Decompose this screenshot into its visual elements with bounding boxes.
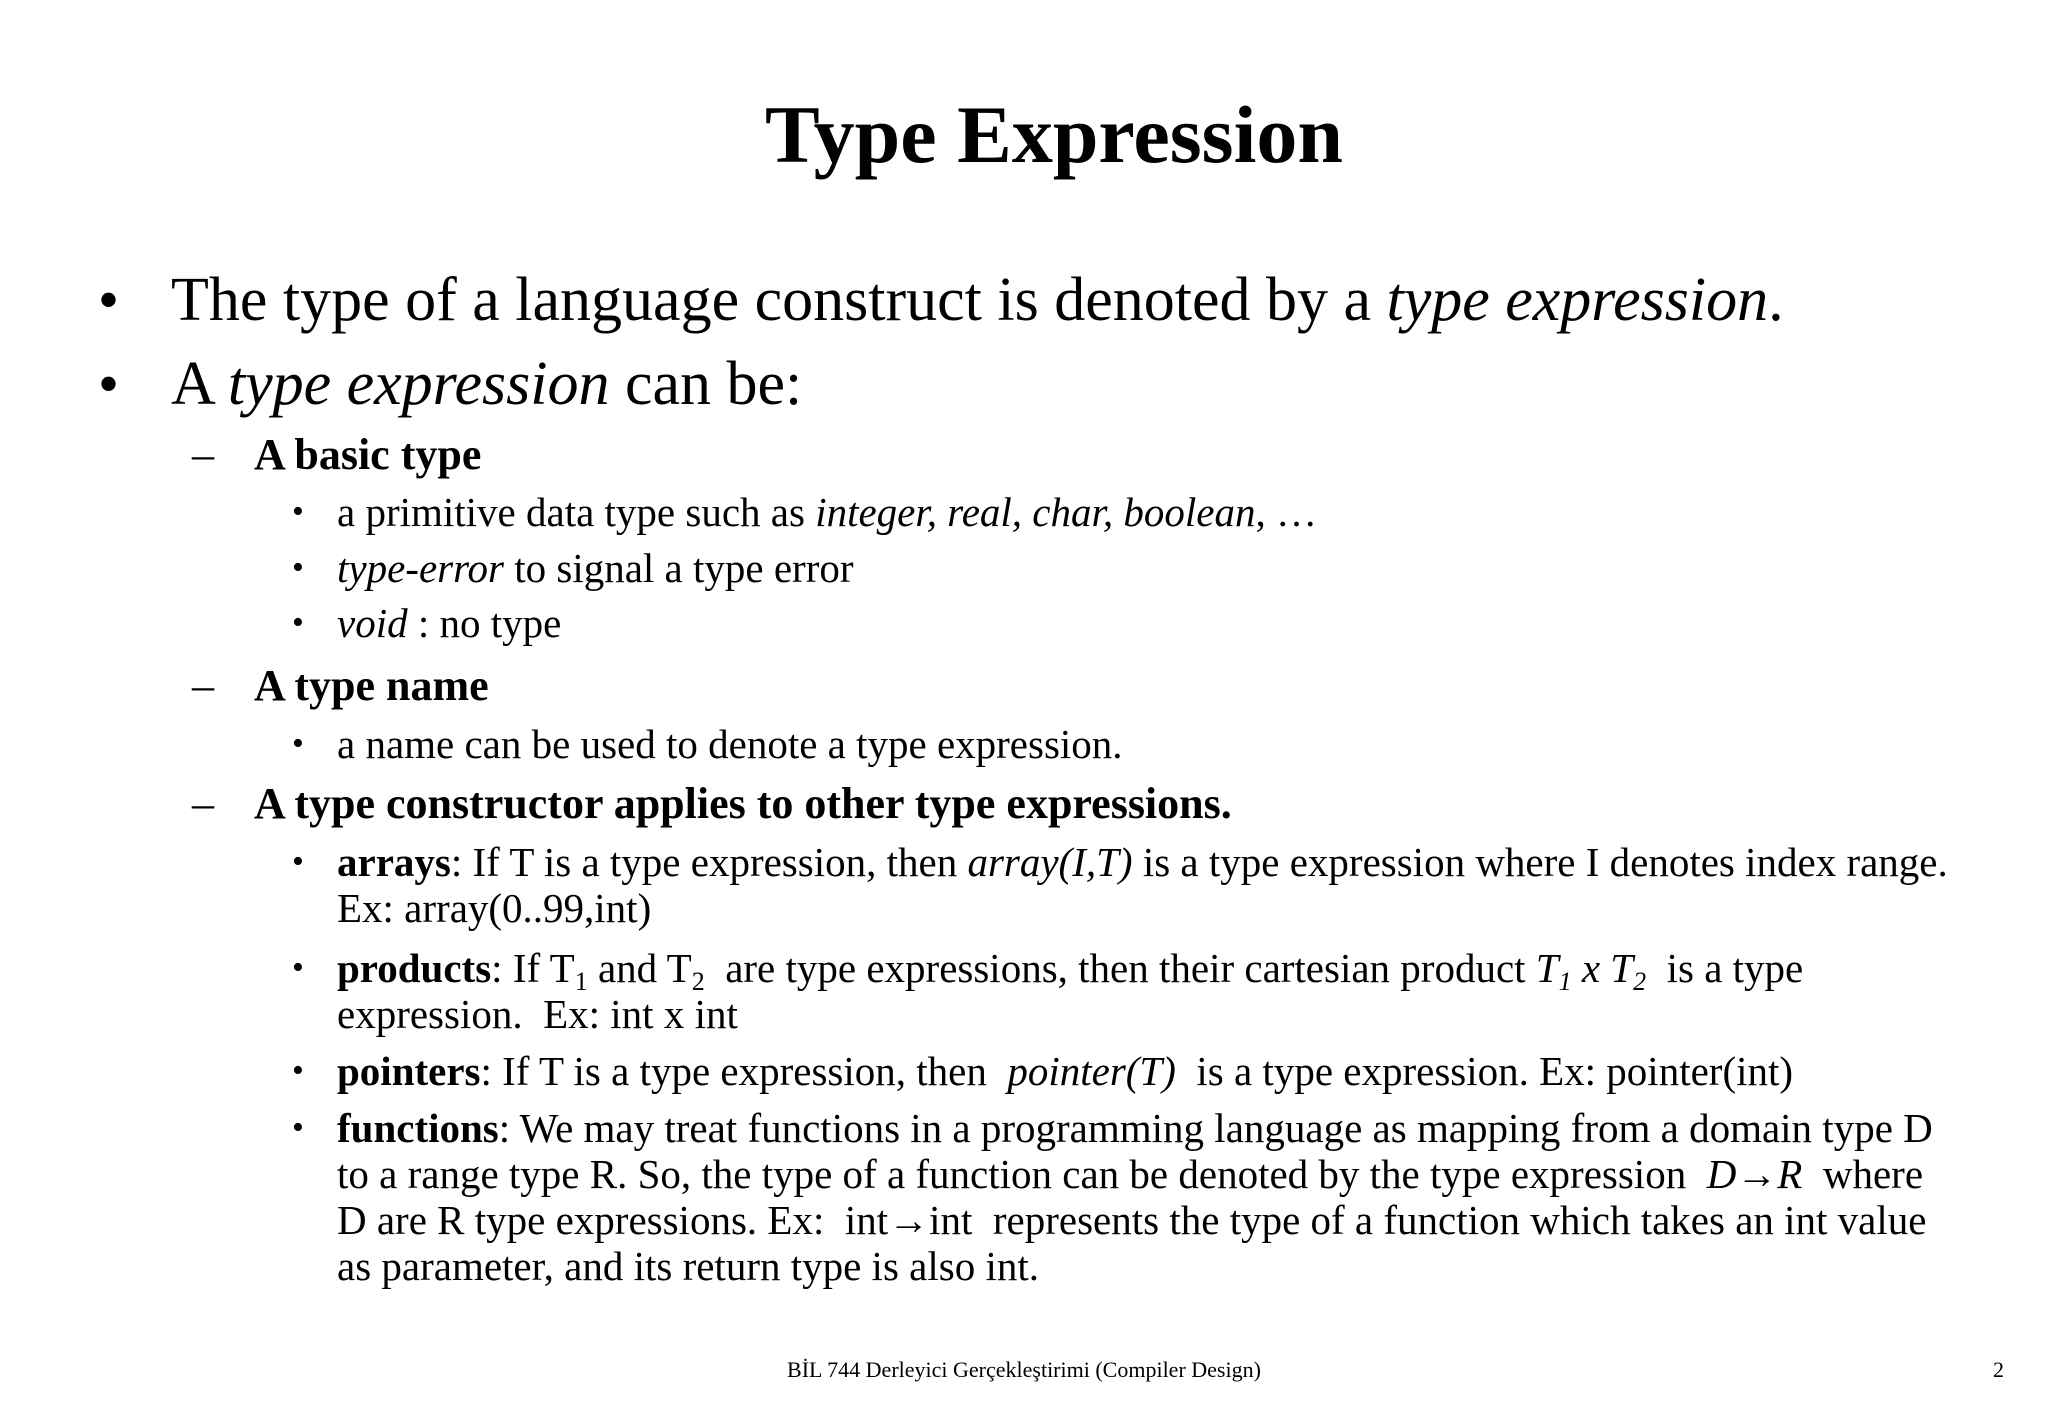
- item-text: [337, 1047, 1793, 1095]
- text-segment: , …: [1255, 489, 1317, 535]
- bullet-marker: •: [292, 843, 304, 880]
- item-text: [337, 544, 854, 592]
- text-segment: : If T: [491, 945, 575, 991]
- bullet-marker: •: [98, 351, 120, 417]
- text-segment: can be:: [609, 350, 803, 418]
- item-text: [337, 1104, 1933, 1152]
- item-text: [337, 838, 1948, 886]
- item-text: [337, 488, 1317, 536]
- subscript: 2: [691, 967, 705, 996]
- item-label: products: [337, 945, 492, 991]
- bullet-marker: •: [292, 549, 304, 586]
- subheading-text: A type constructor applies to other type expressions.: [254, 779, 1232, 828]
- emphasis: pointer(T): [1007, 1048, 1176, 1094]
- item-text: Ex: array(0..99,int): [337, 885, 652, 931]
- text-segment: : We may treat functions in a programming language as mapping from a domain type D: [498, 1105, 1933, 1151]
- item-text: as parameter, and its return type is also int.: [337, 1243, 1039, 1289]
- bullet-marker: •: [292, 493, 304, 530]
- bullet-marker: •: [292, 604, 304, 641]
- item-text: expression. Ex: int x int: [337, 991, 738, 1037]
- bullet-marker: •: [292, 725, 304, 762]
- text-segment: : If T is a type expression, then: [450, 839, 968, 885]
- item-label: arrays: [337, 839, 451, 885]
- text-segment: are type expressions, then their cartesian product: [704, 945, 1536, 991]
- text-segment: .: [1768, 266, 1784, 334]
- emphasis: T: [1535, 945, 1559, 991]
- emphasis: D→R: [1706, 1151, 1803, 1197]
- bullet-marker: •: [98, 267, 120, 333]
- emphasis: type-error: [337, 545, 504, 591]
- item-text: [337, 599, 561, 647]
- item-label: pointers: [337, 1048, 481, 1094]
- emphasis: integer, real, char, boolean: [815, 489, 1256, 535]
- text-segment: to signal a type error: [503, 545, 854, 591]
- item-text: [337, 1150, 1923, 1198]
- text-segment: is a type expression. Ex: pointer(int): [1175, 1048, 1794, 1094]
- emphasis: x T: [1571, 945, 1634, 991]
- emphasis: type expression: [1386, 266, 1769, 334]
- text-segment: a primitive data type such as: [337, 489, 816, 535]
- emphasis: type expression: [227, 350, 610, 418]
- dash-marker: –: [192, 430, 214, 479]
- subscript: 1: [1558, 967, 1572, 996]
- text-segment: : no type: [407, 600, 562, 646]
- text-segment: is a type expression where I denotes index range.: [1132, 839, 1948, 885]
- bullet-text: [171, 348, 802, 420]
- dash-marker: –: [192, 661, 214, 710]
- bullet-text: [171, 264, 1784, 336]
- text-segment: : If T is a type expression, then: [480, 1048, 1008, 1094]
- emphasis: array(I,T): [967, 839, 1133, 885]
- subheading-text: A basic type: [254, 430, 482, 479]
- dash-marker: –: [192, 779, 214, 828]
- bullet-marker: •: [292, 949, 304, 986]
- emphasis: void: [337, 600, 408, 646]
- text-segment: and T: [587, 945, 692, 991]
- footer-course-title: BİL 744 Derleyici Gerçekleştirimi (Compiler Design): [787, 1357, 1261, 1382]
- subscript: 2: [1633, 967, 1647, 996]
- text-segment: The type of a language construct is denoted by a: [171, 266, 1387, 334]
- text-segment: A: [171, 350, 228, 418]
- text-segment: is a type: [1646, 945, 1804, 991]
- subscript: 1: [574, 967, 588, 996]
- bullet-marker: •: [292, 1052, 304, 1089]
- page-number: 2: [1993, 1357, 2004, 1382]
- item-text: a name can be used to denote a type expression.: [337, 721, 1123, 767]
- item-text: [337, 944, 1804, 996]
- subheading-text: A type name: [254, 661, 489, 710]
- bullet-marker: •: [292, 1109, 304, 1146]
- item-text: D are R type expressions. Ex: int→int represents the type of a function which takes an int value: [337, 1197, 1927, 1243]
- slide-title: Type Expression: [765, 89, 1343, 180]
- text-segment: to a range type R. So, the type of a function can be denoted by the type expression: [337, 1151, 1707, 1197]
- text-segment: where: [1802, 1151, 1924, 1197]
- item-label: functions: [337, 1105, 499, 1151]
